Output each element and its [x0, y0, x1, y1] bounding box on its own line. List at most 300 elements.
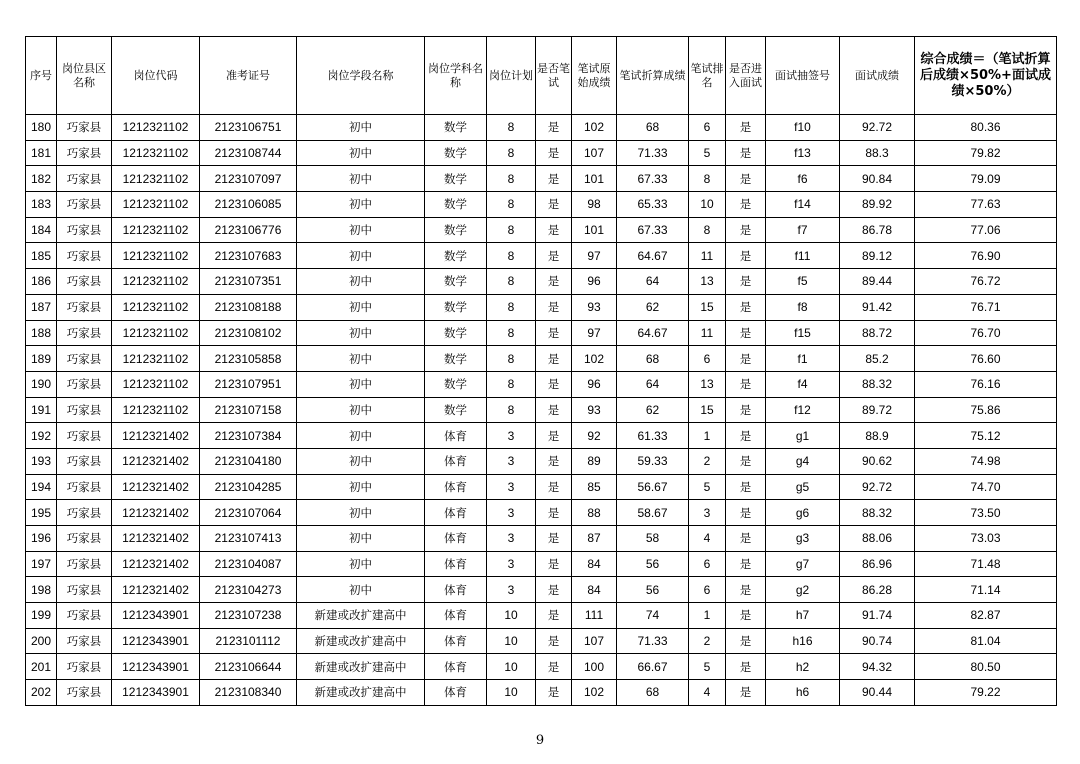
- table-cell: 3: [487, 577, 536, 603]
- table-cell: 1212321102: [112, 115, 200, 141]
- header-row: [26, 37, 1057, 115]
- table-cell: 1212321102: [112, 269, 200, 295]
- table-cell: 是: [726, 448, 766, 474]
- table-cell: 96: [572, 371, 617, 397]
- table-cell: 1212321102: [112, 140, 200, 166]
- score-table: [25, 36, 1057, 706]
- table-row: [26, 346, 1057, 372]
- table-cell: 183: [26, 192, 57, 218]
- table-row: [26, 577, 1057, 603]
- table-cell: 74.70: [915, 474, 1057, 500]
- table-cell: 189: [26, 346, 57, 372]
- table-cell: 8: [487, 166, 536, 192]
- table-row: [26, 115, 1057, 141]
- header-total-score: 综合成绩＝（笔试折算后成绩×50%+面试成绩×50%）: [915, 37, 1057, 115]
- table-cell: 2: [689, 448, 726, 474]
- table-cell: 76.70: [915, 320, 1057, 346]
- table-cell: 59.33: [617, 448, 689, 474]
- table-cell: 93: [572, 294, 617, 320]
- table-row: [26, 500, 1057, 526]
- table-cell: 199: [26, 603, 57, 629]
- table-cell: 10: [487, 603, 536, 629]
- table-cell: 71.48: [915, 551, 1057, 577]
- table-cell: 64.67: [617, 320, 689, 346]
- table-cell: 初中: [297, 269, 425, 295]
- table-cell: 体育: [425, 603, 487, 629]
- table-cell: 79.09: [915, 166, 1057, 192]
- header-stage: 岗位学段名称: [297, 37, 425, 115]
- table-cell: 201: [26, 654, 57, 680]
- table-cell: 90.44: [840, 680, 915, 706]
- table-cell: 巧家县: [57, 654, 112, 680]
- table-cell: 数学: [425, 243, 487, 269]
- table-cell: f15: [766, 320, 840, 346]
- table-cell: 89.12: [840, 243, 915, 269]
- table-cell: 是: [726, 346, 766, 372]
- table-cell: 85: [572, 474, 617, 500]
- table-cell: 是: [536, 603, 572, 629]
- table-cell: 197: [26, 551, 57, 577]
- table-cell: 11: [689, 320, 726, 346]
- table-cell: 15: [689, 294, 726, 320]
- table-cell: 1212321102: [112, 243, 200, 269]
- table-cell: 76.71: [915, 294, 1057, 320]
- table-cell: 初中: [297, 423, 425, 449]
- table-cell: 是: [536, 320, 572, 346]
- table-cell: 2123107413: [200, 526, 297, 552]
- table-cell: 数学: [425, 140, 487, 166]
- table-cell: 84: [572, 551, 617, 577]
- table-cell: g4: [766, 448, 840, 474]
- table-cell: 1212343901: [112, 680, 200, 706]
- table-row: [26, 217, 1057, 243]
- table-cell: 初中: [297, 294, 425, 320]
- table-cell: f14: [766, 192, 840, 218]
- table-cell: 是: [536, 423, 572, 449]
- table-cell: 8: [689, 166, 726, 192]
- table-cell: 76.90: [915, 243, 1057, 269]
- table-cell: 10: [487, 628, 536, 654]
- table-cell: 初中: [297, 551, 425, 577]
- table-cell: 192: [26, 423, 57, 449]
- table-cell: 85.2: [840, 346, 915, 372]
- table-cell: 61.33: [617, 423, 689, 449]
- table-cell: 初中: [297, 243, 425, 269]
- table-cell: 107: [572, 140, 617, 166]
- table-cell: g2: [766, 577, 840, 603]
- table-cell: 202: [26, 680, 57, 706]
- table-cell: f7: [766, 217, 840, 243]
- table-cell: 200: [26, 628, 57, 654]
- table-cell: 1212321402: [112, 474, 200, 500]
- table-cell: 2123104180: [200, 448, 297, 474]
- table-cell: 体育: [425, 577, 487, 603]
- table-row: [26, 551, 1057, 577]
- table-cell: 是: [726, 217, 766, 243]
- table-cell: 56: [617, 577, 689, 603]
- table-cell: 8: [487, 192, 536, 218]
- table-cell: 体育: [425, 423, 487, 449]
- table-cell: 2123108744: [200, 140, 297, 166]
- table-cell: g3: [766, 526, 840, 552]
- table-cell: 88.3: [840, 140, 915, 166]
- table-cell: 6: [689, 115, 726, 141]
- table-cell: 90.84: [840, 166, 915, 192]
- table-row: [26, 243, 1057, 269]
- table-cell: 101: [572, 166, 617, 192]
- table-cell: g5: [766, 474, 840, 500]
- table-cell: 数学: [425, 166, 487, 192]
- table-cell: 1212343901: [112, 654, 200, 680]
- table-cell: 是: [536, 654, 572, 680]
- table-cell: 1212321102: [112, 320, 200, 346]
- table-cell: 1: [689, 423, 726, 449]
- table-cell: 新建或改扩建高中: [297, 654, 425, 680]
- table-body: [26, 115, 1057, 706]
- table-cell: 是: [726, 526, 766, 552]
- table-cell: 巧家县: [57, 371, 112, 397]
- table-cell: 58: [617, 526, 689, 552]
- table-cell: 是: [726, 654, 766, 680]
- table-cell: 8: [487, 294, 536, 320]
- table-cell: 巧家县: [57, 294, 112, 320]
- page-number: 9: [535, 733, 545, 748]
- table-cell: 5: [689, 140, 726, 166]
- table-cell: 数学: [425, 346, 487, 372]
- table-cell: 体育: [425, 654, 487, 680]
- table-row: [26, 294, 1057, 320]
- table-cell: 是: [536, 269, 572, 295]
- table-cell: 是: [726, 551, 766, 577]
- table-cell: 是: [536, 346, 572, 372]
- table-cell: h2: [766, 654, 840, 680]
- table-cell: 3: [487, 526, 536, 552]
- table-cell: g7: [766, 551, 840, 577]
- header-draw-number: 面试抽签号: [766, 37, 840, 115]
- table-row: [26, 140, 1057, 166]
- table-cell: 3: [487, 500, 536, 526]
- table-cell: 187: [26, 294, 57, 320]
- table-cell: 188: [26, 320, 57, 346]
- table-cell: 初中: [297, 526, 425, 552]
- table-cell: f12: [766, 397, 840, 423]
- table-cell: 10: [689, 192, 726, 218]
- table-cell: 数学: [425, 294, 487, 320]
- table-cell: 88.9: [840, 423, 915, 449]
- table-cell: 初中: [297, 217, 425, 243]
- table-cell: 181: [26, 140, 57, 166]
- table-cell: 巧家县: [57, 577, 112, 603]
- table-cell: 65.33: [617, 192, 689, 218]
- table-cell: 1212321102: [112, 217, 200, 243]
- table-cell: f11: [766, 243, 840, 269]
- table-cell: 71.33: [617, 140, 689, 166]
- table-cell: 是: [726, 269, 766, 295]
- table-cell: 89.44: [840, 269, 915, 295]
- table-cell: 2123108188: [200, 294, 297, 320]
- table-cell: 68: [617, 346, 689, 372]
- table-cell: 62: [617, 294, 689, 320]
- table-cell: 8: [487, 243, 536, 269]
- table-cell: 82.87: [915, 603, 1057, 629]
- table-cell: 74.98: [915, 448, 1057, 474]
- table-cell: 是: [536, 526, 572, 552]
- table-cell: 89: [572, 448, 617, 474]
- table-cell: 92.72: [840, 474, 915, 500]
- table-cell: 体育: [425, 474, 487, 500]
- table-cell: 2123107238: [200, 603, 297, 629]
- table-cell: 2123108340: [200, 680, 297, 706]
- table-cell: 1212321402: [112, 551, 200, 577]
- table-cell: 88.72: [840, 320, 915, 346]
- table-cell: 93: [572, 397, 617, 423]
- table-cell: 71.14: [915, 577, 1057, 603]
- table-cell: 8: [487, 115, 536, 141]
- table-row: [26, 320, 1057, 346]
- table-cell: 初中: [297, 346, 425, 372]
- table-cell: 1212343901: [112, 628, 200, 654]
- table-cell: 新建或改扩建高中: [297, 628, 425, 654]
- table-cell: 巧家县: [57, 474, 112, 500]
- table-cell: f4: [766, 371, 840, 397]
- table-cell: 76.72: [915, 269, 1057, 295]
- header-interview-flag: 是否进入面试: [726, 37, 766, 115]
- table-cell: 初中: [297, 192, 425, 218]
- table-cell: 是: [726, 680, 766, 706]
- table-cell: 2123104273: [200, 577, 297, 603]
- table-cell: 67.33: [617, 217, 689, 243]
- table-cell: 2123104285: [200, 474, 297, 500]
- table-cell: 巧家县: [57, 269, 112, 295]
- table-cell: 2123107097: [200, 166, 297, 192]
- table-cell: 2123101112: [200, 628, 297, 654]
- table-cell: 体育: [425, 526, 487, 552]
- table-cell: 是: [536, 217, 572, 243]
- table-cell: 185: [26, 243, 57, 269]
- table-cell: 4: [689, 526, 726, 552]
- table-cell: 8: [487, 320, 536, 346]
- table-cell: 86.78: [840, 217, 915, 243]
- table-row: [26, 526, 1057, 552]
- table-cell: 15: [689, 397, 726, 423]
- table-cell: 是: [726, 192, 766, 218]
- table-cell: 巧家县: [57, 192, 112, 218]
- table-cell: 190: [26, 371, 57, 397]
- table-row: [26, 628, 1057, 654]
- table-cell: 数学: [425, 371, 487, 397]
- table-cell: 1212321402: [112, 500, 200, 526]
- table-cell: 88: [572, 500, 617, 526]
- table-cell: 是: [536, 115, 572, 141]
- table-row: [26, 448, 1057, 474]
- table-cell: 88.06: [840, 526, 915, 552]
- table-cell: 是: [536, 243, 572, 269]
- table-cell: 2123107951: [200, 371, 297, 397]
- header-county: 岗位县区名称: [57, 37, 112, 115]
- table-cell: 1212321102: [112, 166, 200, 192]
- table-cell: 体育: [425, 680, 487, 706]
- table-cell: 90.62: [840, 448, 915, 474]
- table-cell: 2123107384: [200, 423, 297, 449]
- table-cell: 2123106644: [200, 654, 297, 680]
- table-cell: 80.36: [915, 115, 1057, 141]
- table-cell: 62: [617, 397, 689, 423]
- table-cell: 102: [572, 115, 617, 141]
- table-cell: 是: [536, 166, 572, 192]
- table-cell: 体育: [425, 500, 487, 526]
- table-cell: 是: [726, 243, 766, 269]
- table-cell: f6: [766, 166, 840, 192]
- table-cell: 是: [726, 294, 766, 320]
- table-row: [26, 654, 1057, 680]
- table-cell: 1: [689, 603, 726, 629]
- table-cell: 186: [26, 269, 57, 295]
- table-cell: 66.67: [617, 654, 689, 680]
- table-cell: 是: [726, 474, 766, 500]
- table-cell: 97: [572, 320, 617, 346]
- table-cell: 新建或改扩建高中: [297, 603, 425, 629]
- header-seq: 序号: [26, 37, 57, 115]
- table-cell: 111: [572, 603, 617, 629]
- table-cell: 77.63: [915, 192, 1057, 218]
- table-cell: 巧家县: [57, 448, 112, 474]
- table-cell: 76.16: [915, 371, 1057, 397]
- table-cell: 初中: [297, 577, 425, 603]
- table-cell: 3: [487, 474, 536, 500]
- table-cell: 86.96: [840, 551, 915, 577]
- header-interview-score: 面试成绩: [840, 37, 915, 115]
- table-cell: 76.60: [915, 346, 1057, 372]
- table-cell: 89.72: [840, 397, 915, 423]
- table-cell: 98: [572, 192, 617, 218]
- table-cell: 71.33: [617, 628, 689, 654]
- table-cell: 193: [26, 448, 57, 474]
- table-cell: h7: [766, 603, 840, 629]
- table-cell: 92.72: [840, 115, 915, 141]
- table-cell: 初中: [297, 166, 425, 192]
- table-cell: 79.82: [915, 140, 1057, 166]
- table-cell: 是: [726, 320, 766, 346]
- table-cell: 96: [572, 269, 617, 295]
- table-cell: 13: [689, 269, 726, 295]
- table-cell: 是: [536, 577, 572, 603]
- table-cell: 64.67: [617, 243, 689, 269]
- table-cell: 是: [536, 192, 572, 218]
- table-cell: 巧家县: [57, 500, 112, 526]
- table-cell: 是: [726, 577, 766, 603]
- table-cell: 是: [536, 448, 572, 474]
- table-cell: 198: [26, 577, 57, 603]
- table-cell: 巧家县: [57, 346, 112, 372]
- table-cell: 巧家县: [57, 217, 112, 243]
- table-cell: 68: [617, 115, 689, 141]
- table-row: [26, 603, 1057, 629]
- table-row: [26, 474, 1057, 500]
- table-cell: 8: [689, 217, 726, 243]
- table-cell: 巧家县: [57, 140, 112, 166]
- table-cell: 是: [726, 628, 766, 654]
- table-cell: 数学: [425, 115, 487, 141]
- table-cell: 1212321402: [112, 526, 200, 552]
- table-cell: 数学: [425, 397, 487, 423]
- table-cell: h6: [766, 680, 840, 706]
- table-cell: 2123106751: [200, 115, 297, 141]
- table-cell: 1212321102: [112, 294, 200, 320]
- table-cell: 91.74: [840, 603, 915, 629]
- table-cell: 2123106776: [200, 217, 297, 243]
- table-cell: f1: [766, 346, 840, 372]
- table-cell: 是: [536, 551, 572, 577]
- table-cell: 初中: [297, 448, 425, 474]
- table-cell: 194: [26, 474, 57, 500]
- table-row: [26, 166, 1057, 192]
- table-cell: 64: [617, 269, 689, 295]
- table-cell: 初中: [297, 115, 425, 141]
- table-cell: 3: [689, 500, 726, 526]
- table-cell: 88.32: [840, 371, 915, 397]
- table-cell: 80.50: [915, 654, 1057, 680]
- table-cell: 195: [26, 500, 57, 526]
- table-cell: h16: [766, 628, 840, 654]
- table-cell: 巧家县: [57, 166, 112, 192]
- table-cell: 196: [26, 526, 57, 552]
- table-cell: 8: [487, 269, 536, 295]
- table-cell: 86.28: [840, 577, 915, 603]
- table-cell: 91.42: [840, 294, 915, 320]
- table-cell: 68: [617, 680, 689, 706]
- table-cell: 1212321102: [112, 192, 200, 218]
- table-cell: 巧家县: [57, 243, 112, 269]
- table-cell: 是: [536, 140, 572, 166]
- table-cell: 2123108102: [200, 320, 297, 346]
- table-cell: 75.12: [915, 423, 1057, 449]
- header-subject: 岗位学科名称: [425, 37, 487, 115]
- header-written-flag: 是否笔试: [536, 37, 572, 115]
- table-cell: 92: [572, 423, 617, 449]
- table-row: [26, 269, 1057, 295]
- table-cell: 巧家县: [57, 423, 112, 449]
- table-cell: 是: [536, 628, 572, 654]
- table-cell: 巧家县: [57, 320, 112, 346]
- table-cell: 64: [617, 371, 689, 397]
- table-row: [26, 423, 1057, 449]
- table-cell: 1212321402: [112, 423, 200, 449]
- table-cell: 3: [487, 448, 536, 474]
- table-cell: 182: [26, 166, 57, 192]
- table-cell: f8: [766, 294, 840, 320]
- header-written-converted: 笔试折算成绩: [617, 37, 689, 115]
- table-cell: 87: [572, 526, 617, 552]
- table-cell: 是: [726, 140, 766, 166]
- table-cell: 初中: [297, 371, 425, 397]
- table-row: [26, 397, 1057, 423]
- table-cell: 184: [26, 217, 57, 243]
- table-cell: 2123104087: [200, 551, 297, 577]
- table-cell: 巧家县: [57, 115, 112, 141]
- table-cell: f5: [766, 269, 840, 295]
- table-cell: 8: [487, 217, 536, 243]
- table-cell: 是: [726, 371, 766, 397]
- table-cell: 2123107158: [200, 397, 297, 423]
- table-row: [26, 371, 1057, 397]
- table-cell: 97: [572, 243, 617, 269]
- table-cell: 1212321102: [112, 371, 200, 397]
- table-cell: 4: [689, 680, 726, 706]
- table-cell: 是: [536, 371, 572, 397]
- table-cell: 是: [536, 474, 572, 500]
- table-cell: 体育: [425, 628, 487, 654]
- table-cell: 75.86: [915, 397, 1057, 423]
